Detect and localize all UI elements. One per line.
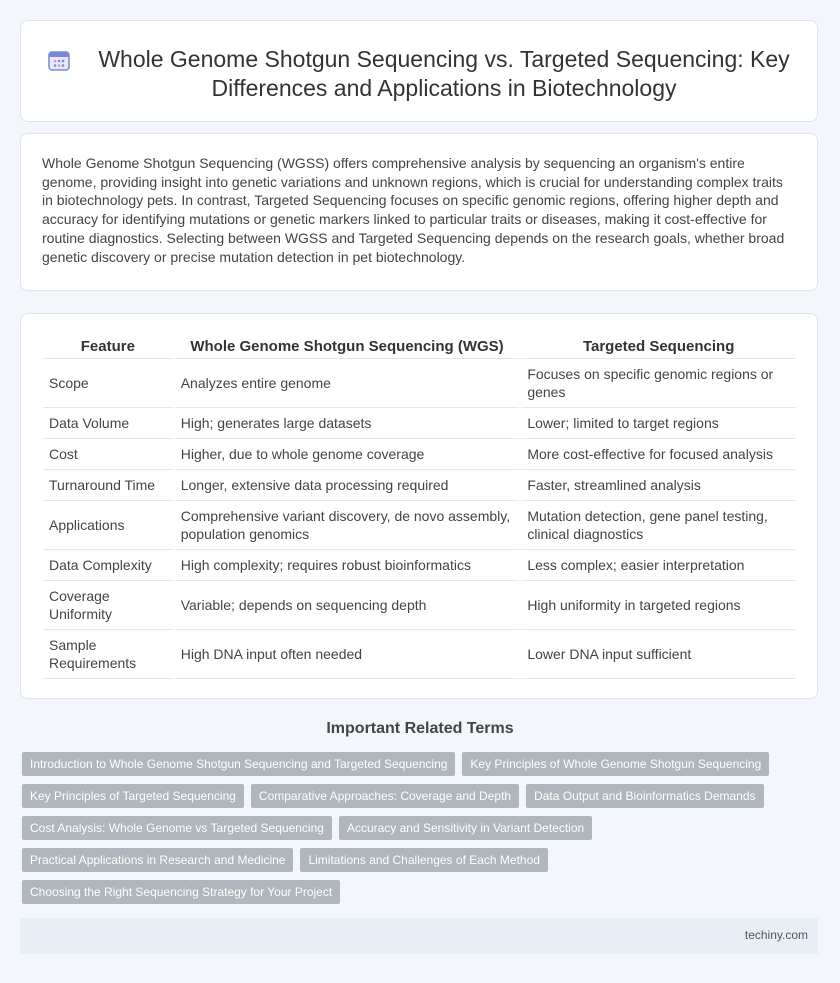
table-cell: High; generates large datasets <box>175 408 520 439</box>
title-card <box>20 20 818 122</box>
footer <box>20 918 818 954</box>
table-cell: Lower DNA input sufficient <box>521 630 796 679</box>
related-term-tag[interactable]: Limitations and Challenges of Each Method <box>300 848 547 872</box>
table-cell: Sample Requirements <box>43 630 173 679</box>
table-cell: Coverage Uniformity <box>43 581 173 630</box>
intro-card <box>20 133 818 291</box>
related-terms-heading: Important Related Terms <box>326 720 514 737</box>
related-term-tag[interactable]: Practical Applications in Research and Medicine <box>22 848 293 872</box>
table-cell: High uniformity in targeted regions <box>521 581 796 630</box>
table-cell: Higher, due to whole genome coverage <box>175 439 520 470</box>
comparison-table-card <box>20 313 818 699</box>
table-cell: Longer, extensive data processing required <box>175 470 520 501</box>
table-cell: Applications <box>43 501 173 550</box>
table-row <box>43 581 796 630</box>
column-header: Whole Genome Shotgun Sequencing (WGS) <box>175 336 520 359</box>
table-row <box>43 501 796 550</box>
related-term-tag[interactable]: Key Principles of Targeted Sequencing <box>22 784 244 808</box>
table-header-row <box>43 336 796 359</box>
table-cell: Data Complexity <box>43 550 173 581</box>
related-term-tag[interactable]: Data Output and Bioinformatics Demands <box>526 784 763 808</box>
table-row <box>43 550 796 581</box>
related-term-tag[interactable]: Accuracy and Sensitivity in Variant Detection <box>339 816 592 840</box>
related-term-tag[interactable]: Comparative Approaches: Coverage and Depth <box>251 784 519 808</box>
table-cell: Turnaround Time <box>43 470 173 501</box>
related-term-tag[interactable]: Choosing the Right Sequencing Strategy for Your Project <box>22 880 340 904</box>
table-cell: Analyzes entire genome <box>175 359 520 408</box>
related-terms-list <box>22 752 802 904</box>
related-term-tag[interactable]: Cost Analysis: Whole Genome vs Targeted Sequencing <box>22 816 332 840</box>
table-cell: Scope <box>43 359 173 408</box>
table-cell: Data Volume <box>43 408 173 439</box>
table-cell: Faster, streamlined analysis <box>521 470 796 501</box>
site-name[interactable]: techiny.com <box>744 928 808 942</box>
table-row <box>43 408 796 439</box>
table-cell: Cost <box>43 439 173 470</box>
column-header: Targeted Sequencing <box>521 336 796 359</box>
table-cell: Variable; depends on sequencing depth <box>175 581 520 630</box>
table-row <box>43 359 796 408</box>
intro-paragraph: Whole Genome Shotgun Sequencing (WGSS) offers comprehensive analysis by sequencing an organism's entire genome, providing insight into genetic variations and unknown regions, which is crucial for understanding complex traits in biotechnology pets. In contrast, Targeted Sequencing focuses on specific genomic regions, offering higher depth and accuracy for identifying mutations or genetic markers linked to particular traits or diseases, making it cost-effective for routine diagnostics. Selecting between WGSS and Targeted Sequencing depends on the research goals, whether broad genetic discovery or precise mutation detection in pet biotechnology. <box>42 155 785 265</box>
table-cell: Less complex; easier interpretation <box>521 550 796 581</box>
table-cell: Comprehensive variant discovery, de novo assembly, population genomics <box>175 501 520 550</box>
comparison-table <box>41 336 798 679</box>
table-cell: More cost-effective for focused analysis <box>521 439 796 470</box>
page-title: Whole Genome Shotgun Sequencing vs. Targeted Sequencing: Key Differences and Applications in Biotechnology <box>98 46 790 101</box>
table-row <box>43 470 796 501</box>
related-term-tag[interactable]: Key Principles of Whole Genome Shotgun Sequencing <box>462 752 769 776</box>
table-cell: Lower; limited to target regions <box>521 408 796 439</box>
table-row <box>43 439 796 470</box>
column-header: Feature <box>43 336 173 359</box>
table-cell: Mutation detection, gene panel testing, clinical diagnostics <box>521 501 796 550</box>
calendar-icon <box>48 49 70 71</box>
related-term-tag[interactable]: Introduction to Whole Genome Shotgun Sequencing and Targeted Sequencing <box>22 752 455 776</box>
table-cell: High DNA input often needed <box>175 630 520 679</box>
table-row <box>43 630 796 679</box>
table-cell: Focuses on specific genomic regions or genes <box>521 359 796 408</box>
table-cell: High complexity; requires robust bioinformatics <box>175 550 520 581</box>
